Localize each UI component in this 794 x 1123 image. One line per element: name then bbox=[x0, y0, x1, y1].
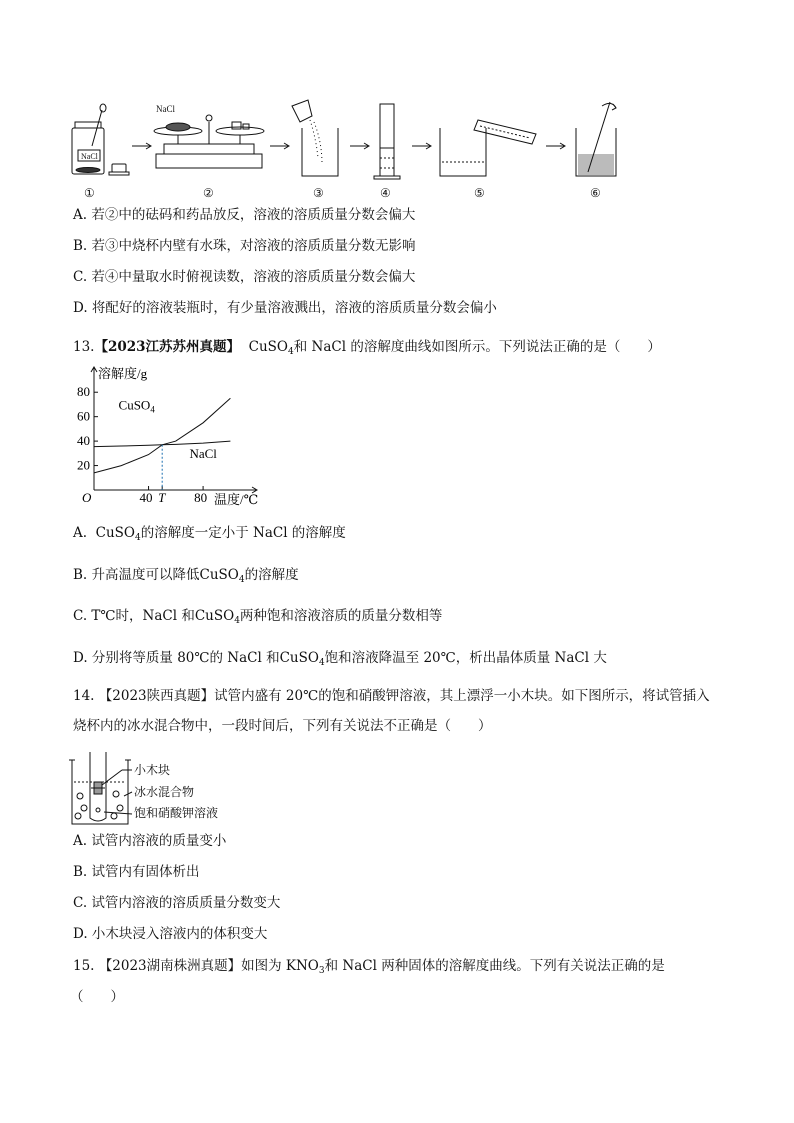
step-2-label: ② bbox=[203, 186, 214, 200]
x-tick-label: T bbox=[158, 490, 166, 505]
solubility-chart bbox=[76, 366, 276, 508]
step-1-label: ① bbox=[84, 186, 95, 200]
stirring-icon bbox=[576, 102, 616, 176]
q13-stem bbox=[73, 338, 661, 361]
q13-option-d: D. 分别将等质量 80℃的 NaCl 和CuSO$_4$饱和溶液降温至 20℃，析出晶体质量 NaCl 大 bbox=[73, 650, 607, 668]
q14-stem-line2: 烧杯内的冰水混合物中，一段时间后，下列有关说法不正确是（ ） bbox=[73, 718, 492, 734]
q13-option-b: B. 升高温度可以降低CuSO$_4$的溶解度 bbox=[73, 567, 299, 585]
cuso4-series-label: CuSO$_4$ bbox=[118, 397, 155, 415]
q12-option-d: D. 将配好的溶液装瓶时，有少量溶液溅出，溶液的溶质质量分数会偏小 bbox=[73, 300, 497, 316]
y-axis-label: 溶解度/g bbox=[98, 366, 148, 381]
q15-stem-line1: 15. 【2023湖南株洲真题】如图为 $KNO_3$和 NaCl 两种固体的溶解度曲线。下列有关说法正确的是 bbox=[73, 958, 665, 976]
y-tick-label: 80 bbox=[77, 384, 90, 400]
x-tick-label: 40 bbox=[139, 490, 153, 505]
nacl-balance-label: NaCl bbox=[156, 104, 175, 114]
y-tick-label: 20 bbox=[77, 457, 90, 473]
step-4-label: ④ bbox=[380, 186, 391, 200]
water-pour-icon bbox=[440, 120, 536, 176]
reagent-jar-icon bbox=[72, 104, 129, 175]
test-tube-figure bbox=[66, 752, 266, 828]
q14-option-d: D. 小木块浸入溶液内的体积变大 bbox=[73, 926, 268, 942]
q14-option-c: C. 试管内溶液的溶质质量分数变大 bbox=[73, 895, 281, 911]
q15-stem-line2: （ ） bbox=[70, 989, 124, 1005]
q13-number: 13. bbox=[73, 339, 95, 355]
beaker-pour-icon bbox=[292, 100, 338, 176]
q13-option-a: A. CuSO$_4$的溶解度一定小于 NaCl 的溶解度 bbox=[73, 525, 346, 543]
kno3-solution-label: 饱和硝酸钾溶液 bbox=[134, 806, 219, 820]
lab-procedure-figure bbox=[60, 98, 640, 202]
step-5-label: ⑤ bbox=[474, 186, 485, 200]
q13-stem-text: 和 NaCl 的溶解度曲线如图所示。下列说法正确的是（ ） bbox=[293, 339, 661, 355]
x-tick-label: 80 bbox=[194, 490, 208, 505]
q13-formula: CuSO$_4$ bbox=[248, 339, 294, 357]
ice-water-label: 冰水混合物 bbox=[134, 785, 195, 799]
graduated-cylinder-icon bbox=[374, 104, 400, 179]
q12-option-b: B. 若③中烧杯内壁有水珠，对溶液的溶质质量分数无影响 bbox=[73, 238, 416, 254]
q14-option-b: B. 试管内有固体析出 bbox=[73, 864, 200, 880]
q13-option-c: C. T℃时，NaCl 和CuSO$_4$两种饱和溶液溶质的质量分数相等 bbox=[73, 608, 443, 626]
y-tick-label: 60 bbox=[77, 408, 90, 424]
nacl-series-label: NaCl bbox=[189, 446, 217, 462]
y-tick-label: 40 bbox=[77, 433, 90, 449]
origin-label: O bbox=[82, 490, 92, 505]
jar-label: NaCl bbox=[81, 152, 98, 161]
step-3-label: ③ bbox=[313, 186, 324, 200]
wood-block-label: 小木块 bbox=[134, 763, 171, 777]
x-axis-label: 温度/℃ bbox=[214, 492, 259, 507]
step-6-label: ⑥ bbox=[590, 186, 601, 200]
q13-source: 【2023江苏苏州真题】 bbox=[94, 339, 241, 355]
balance-icon bbox=[154, 115, 264, 168]
q14-stem-line1: 14. 【2023陕西真题】试管内盛有 20℃的饱和硝酸钾溶液，其上漂浮一小木块。如下图所示，将试管插入 bbox=[73, 688, 710, 704]
q14-option-a: A. 试管内溶液的质量变小 bbox=[73, 833, 227, 849]
q12-option-a: A. 若②中的砝码和药品放反，溶液的溶质质量分数会偏大 bbox=[73, 207, 416, 223]
q12-option-c: C. 若④中量取水时俯视读数，溶液的溶质质量分数会偏大 bbox=[73, 269, 416, 285]
